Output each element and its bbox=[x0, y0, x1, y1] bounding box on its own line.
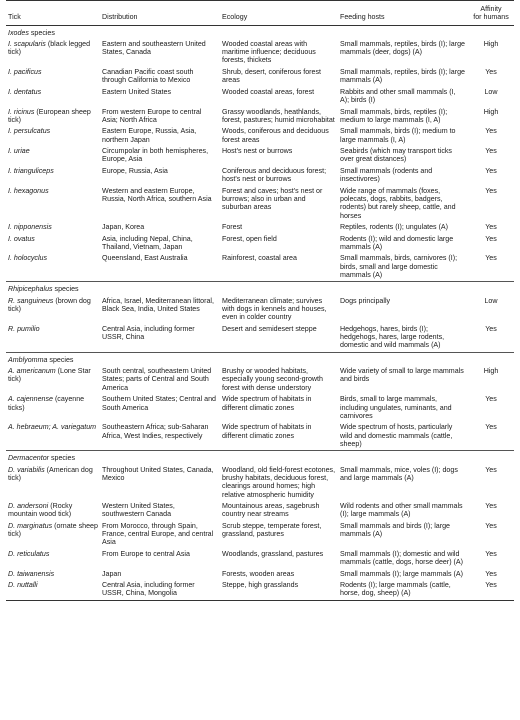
table-row bbox=[6, 366, 514, 394]
affinity-cell: Yes bbox=[485, 67, 497, 76]
table-row bbox=[6, 222, 514, 233]
affinity-cell: High bbox=[483, 39, 499, 48]
document-page bbox=[6, 0, 514, 601]
affinity-cell: Yes bbox=[485, 465, 497, 474]
table-body bbox=[6, 25, 514, 600]
species-name: I. uriae bbox=[8, 147, 30, 156]
hosts-cell: Small mammals, birds, carnivores (I); birds, small and large domestic mammals (A) bbox=[340, 254, 458, 279]
distribution-cell: Japan, Korea bbox=[102, 223, 145, 232]
table-row bbox=[6, 39, 514, 67]
table-row bbox=[6, 549, 514, 569]
species-name: R. sanguineus bbox=[8, 296, 54, 305]
tick-cell bbox=[6, 549, 100, 569]
tick-cell bbox=[6, 107, 100, 127]
ecology-cell: Coniferous and deciduous forest; host's nest or burrows bbox=[222, 166, 327, 184]
tick-cell bbox=[6, 422, 100, 451]
species-name: I. persulcatus bbox=[8, 127, 51, 136]
distribution-cell: Africa, Israel, Mediterranean littoral, Black Sea, India, United States bbox=[102, 296, 214, 313]
hosts-cell: Birds, small to large mammals, including ungulates, ruminants, and carnivores bbox=[340, 395, 452, 420]
ecology-cell: Wooded coastal areas, forest bbox=[222, 87, 315, 96]
species-name: A. americanum bbox=[8, 367, 56, 376]
affinity-cell: Yes bbox=[485, 223, 497, 232]
distribution-cell: Europe, Russia, Asia bbox=[102, 166, 168, 175]
affinity-cell: Yes bbox=[485, 324, 497, 333]
distribution-cell: Central Asia, including former USSR, China bbox=[102, 324, 195, 342]
hosts-cell: Small mammals (rodents and insectivores) bbox=[340, 166, 433, 184]
affinity-cell: Low bbox=[484, 87, 498, 96]
group-row-dermacentor bbox=[6, 451, 514, 465]
ecology-cell: Forests, wooden areas bbox=[222, 569, 295, 578]
hosts-cell: Small mammals, birds (I); medium to large mammals (I, A) bbox=[340, 127, 456, 144]
ecology-cell: Forest, open field bbox=[222, 234, 277, 243]
tick-cell bbox=[6, 324, 100, 353]
genus-suffix: species bbox=[49, 454, 76, 463]
tick-cell bbox=[6, 394, 100, 422]
species-name: I. holocyclus bbox=[8, 254, 48, 263]
species-name: I. nipponensis bbox=[8, 223, 52, 232]
affinity-cell: High bbox=[483, 367, 499, 376]
table-row bbox=[6, 234, 514, 254]
distribution-cell: Circumpolar in both hemispheres, Europe, Asia bbox=[102, 147, 209, 164]
table-row bbox=[6, 253, 514, 282]
species-name: A. cajennense bbox=[8, 395, 53, 404]
hosts-cell: Seabirds (which may transport ticks over great distances) bbox=[340, 147, 452, 164]
distribution-cell: Western and eastern Europe, Russia, North Africa, southern Asia bbox=[102, 186, 212, 203]
header-affinity-line: for humans bbox=[473, 13, 509, 22]
tick-cell bbox=[6, 465, 100, 501]
ecology-cell: Desert and semidesert steppe bbox=[222, 324, 317, 333]
distribution-cell: Eastern and southeastern United States, Canada bbox=[102, 39, 206, 57]
hosts-cell: Small mammals, reptiles, birds (I); large mammals (deer, dogs) (A) bbox=[340, 39, 465, 57]
table-row bbox=[6, 186, 514, 222]
tick-cell bbox=[6, 87, 100, 107]
tick-table bbox=[6, 0, 514, 601]
affinity-cell: Low bbox=[484, 296, 498, 305]
tick-cell bbox=[6, 67, 100, 87]
species-name: I. ovatus bbox=[8, 234, 35, 243]
hosts-cell: Small mammals, reptiles, birds (I); large mammals (A) bbox=[340, 67, 465, 85]
ecology-cell: Woods, coniferous and deciduous forest areas bbox=[222, 127, 329, 144]
distribution-cell: Western United States, southwestern Canada bbox=[102, 502, 175, 519]
common-name: (European sheep tick) bbox=[8, 107, 91, 124]
ecology-cell: Wooded coastal areas with maritime influence; deciduous forests, thickets bbox=[222, 39, 316, 65]
hosts-cell: Rodents (I); large mammals (cattle, horse, dog, sheep) (A) bbox=[338, 580, 468, 600]
header-affinity bbox=[468, 1, 514, 26]
group-label bbox=[6, 451, 514, 465]
affinity-cell: Yes bbox=[468, 580, 514, 600]
common-name: (cayenne ticks) bbox=[8, 395, 85, 412]
header-distribution: Distribution bbox=[100, 1, 220, 26]
hosts-cell: Rodents (I); wild and domestic large mammals (A) bbox=[340, 234, 454, 251]
table-row bbox=[6, 422, 514, 451]
group-label bbox=[6, 282, 514, 296]
ecology-cell: Grassy woodlands, heathlands, forest, pastures; humid microhabitat bbox=[222, 107, 335, 124]
table-row bbox=[6, 324, 514, 353]
ecology-cell: Shrub, desert, coniferous forest areas bbox=[222, 67, 321, 85]
header-row bbox=[6, 1, 514, 26]
hosts-cell: Rabbits and other small mammals (I, A); birds (I) bbox=[340, 87, 456, 105]
table-row bbox=[6, 67, 514, 87]
table-row bbox=[6, 465, 514, 501]
ecology-cell: Wide spectrum of habitats in different climatic zones bbox=[222, 423, 312, 440]
species-name: D. marginatus bbox=[8, 521, 53, 530]
tick-cell bbox=[6, 166, 100, 186]
ecology-cell: Host's nest or burrows bbox=[222, 147, 293, 156]
table-header bbox=[6, 1, 514, 26]
genus-name: Dermacentor bbox=[8, 454, 50, 463]
distribution-cell: From Morocco, through Spain, France, central Europe, and central Asia bbox=[102, 521, 214, 547]
table-row bbox=[6, 146, 514, 166]
header-feeding-hosts: Feeding hosts bbox=[338, 1, 468, 26]
distribution-cell: Throughout United States, Canada, Mexico bbox=[102, 465, 214, 482]
distribution-cell: Eastern Europe, Russia, Asia, northern Japan bbox=[102, 127, 197, 144]
distribution-cell: Southern United States; Central and South America bbox=[102, 395, 216, 412]
species-name: R. pumilio bbox=[8, 324, 40, 333]
genus-suffix: species bbox=[28, 28, 55, 37]
hosts-cell: Wild rodents and other small mammals (I); large mammals (A) bbox=[340, 502, 463, 519]
distribution-cell: Asia, including Nepal, China, Thailand, Vietnam, Japan bbox=[102, 234, 193, 251]
species-name: A. hebraeum; A. variegatum bbox=[8, 423, 97, 432]
ecology-cell: Woodland, old field-forest ecotones, brushy habitats, deciduous forest, clearings around homes; high relative atmospheric humidity bbox=[222, 465, 336, 499]
common-name: (black legged tick) bbox=[8, 39, 91, 57]
header-affinity-line: Affinity bbox=[480, 5, 502, 13]
tick-cell bbox=[6, 146, 100, 166]
hosts-cell: Reptiles, rodents (I); ungulates (A) bbox=[340, 223, 449, 232]
common-name: (American dog tick) bbox=[8, 465, 93, 482]
species-name: I. hexagonus bbox=[8, 186, 49, 195]
species-name: D. nuttalli bbox=[8, 581, 38, 590]
affinity-cell: Yes bbox=[485, 127, 497, 136]
affinity-cell: Yes bbox=[485, 186, 497, 195]
affinity-cell: Yes bbox=[485, 395, 497, 404]
tick-cell bbox=[6, 521, 100, 549]
hosts-cell: Wide range of mammals (foxes, polecats, dogs, rabbits, badgers, rodents) but rarely sheep, cattle, and horses bbox=[340, 186, 456, 220]
tick-cell bbox=[6, 253, 100, 282]
common-name: (Lone Star tick) bbox=[8, 367, 91, 384]
species-name: D. taiwanensis bbox=[8, 569, 55, 578]
genus-suffix: species bbox=[47, 355, 74, 364]
species-name: I. trianguliceps bbox=[8, 166, 54, 175]
table-row bbox=[6, 580, 514, 600]
affinity-cell: Yes bbox=[485, 569, 497, 578]
affinity-cell: Yes bbox=[485, 549, 497, 558]
affinity-cell: Yes bbox=[485, 502, 497, 511]
table-row bbox=[6, 501, 514, 521]
ecology-cell: Scrub steppe, temperate forest, grassland, pastures bbox=[222, 521, 322, 539]
species-name: D. andersoni bbox=[8, 502, 49, 511]
tick-cell bbox=[6, 39, 100, 67]
ecology-cell: Wide spectrum of habitats in different climatic zones bbox=[222, 395, 312, 412]
species-name: I. ricinus bbox=[8, 107, 35, 116]
ecology-cell: Rainforest, coastal area bbox=[222, 254, 297, 263]
affinity-cell: Yes bbox=[485, 166, 497, 175]
distribution-cell: Eastern United States bbox=[102, 87, 172, 96]
affinity-cell: Yes bbox=[485, 521, 497, 530]
distribution-cell: From western Europe to central Asia; North Africa bbox=[102, 107, 202, 124]
hosts-cell: Wide spectrum of hosts, particularly wild and domestic mammals (cattle, sheep) bbox=[340, 423, 453, 448]
species-name: I. dentatus bbox=[8, 87, 42, 96]
species-name: D. reticulatus bbox=[8, 549, 50, 558]
group-row-amblyomma bbox=[6, 352, 514, 366]
genus-name: Ixodes bbox=[8, 28, 29, 37]
hosts-cell: Small mammals (I); large mammals (A) bbox=[340, 569, 463, 578]
tick-cell bbox=[6, 569, 100, 580]
group-label bbox=[6, 25, 514, 39]
distribution-cell: Southeastern Africa; sub-Saharan Africa, West Indies, respectively bbox=[102, 423, 209, 440]
species-name: I. pacificus bbox=[8, 67, 42, 76]
tick-cell bbox=[6, 126, 100, 146]
table-row bbox=[6, 296, 514, 324]
common-name: (Rocky mountain wood tick) bbox=[8, 502, 73, 519]
tick-cell bbox=[6, 501, 100, 521]
table-row bbox=[6, 126, 514, 146]
table-row bbox=[6, 394, 514, 422]
ecology-cell: Mountainous areas, sagebrush country near streams bbox=[222, 502, 320, 519]
tick-cell bbox=[6, 296, 100, 324]
table-row bbox=[6, 521, 514, 549]
hosts-cell: Small mammals, birds, reptiles (I); medium to large mammals (I, A) bbox=[340, 107, 448, 124]
tick-cell bbox=[6, 366, 100, 394]
ecology-cell: Mediterranean climate; survives with dogs in kennels and houses, even in colder country bbox=[222, 296, 327, 322]
affinity-cell: Yes bbox=[485, 147, 497, 156]
hosts-cell: Small mammals (I); domestic and wild mammals (cattle, dogs, horse deer) (A) bbox=[340, 549, 463, 567]
table-row bbox=[6, 569, 514, 580]
tick-cell bbox=[6, 222, 100, 233]
hosts-cell: Dogs principally bbox=[340, 296, 391, 305]
genus-name: Amblyomma bbox=[8, 355, 48, 364]
distribution-cell: Japan bbox=[102, 569, 122, 578]
ecology-cell: Forest bbox=[222, 223, 243, 232]
affinity-cell: High bbox=[483, 107, 499, 116]
tick-cell bbox=[6, 580, 100, 600]
distribution-cell: South central, southeastern United States; parts of Central and South America bbox=[102, 367, 212, 392]
common-name: (brown dog tick) bbox=[8, 296, 91, 313]
hosts-cell: Hedgehogs, hares, birds (I); hedgehogs, hares, large rodents, domestic and wild mammals (A) bbox=[340, 324, 445, 350]
tick-cell bbox=[6, 186, 100, 222]
table-row bbox=[6, 166, 514, 186]
genus-suffix: species bbox=[52, 285, 79, 294]
hosts-cell: Small mammals and birds (I); large mammals (A) bbox=[340, 521, 450, 539]
genus-name: Rhipicephalus bbox=[8, 285, 53, 294]
tick-cell bbox=[6, 234, 100, 254]
group-label bbox=[6, 352, 514, 366]
hosts-cell: Wide variety of small to large mammals and birds bbox=[340, 367, 464, 384]
table-row bbox=[6, 87, 514, 107]
ecology-cell: Forest and caves; host's nest or burrows; also in urban and suburban areas bbox=[222, 186, 323, 212]
ecology-cell: Brushy or wooded habitats, especially young second-growth forest with dense understory bbox=[222, 367, 323, 392]
distribution-cell: Central Asia, including former USSR, China, Mongolia bbox=[100, 580, 220, 600]
ecology-cell: Steppe, high grasslands bbox=[220, 580, 338, 600]
affinity-cell: Yes bbox=[485, 254, 497, 263]
common-name: (ornate sheep tick) bbox=[8, 521, 98, 539]
affinity-cell: Yes bbox=[485, 234, 497, 243]
species-name: I. scapularis bbox=[8, 39, 46, 48]
distribution-cell: Queensland, East Australia bbox=[102, 254, 188, 263]
hosts-cell: Small mammals, mice, voles (I); dogs and large mammals (A) bbox=[340, 465, 458, 482]
group-row-ixodes bbox=[6, 25, 514, 39]
table-row bbox=[6, 107, 514, 127]
distribution-cell: Canadian Pacific coast south through California to Mexico bbox=[102, 67, 194, 85]
ecology-cell: Woodlands, grassland, pastures bbox=[222, 549, 324, 558]
header-tick: Tick bbox=[6, 1, 100, 26]
species-name: D. variabilis bbox=[8, 465, 45, 474]
affinity-cell: Yes bbox=[485, 423, 497, 432]
distribution-cell: From Europe to central Asia bbox=[102, 549, 190, 558]
header-ecology: Ecology bbox=[220, 1, 338, 26]
group-row-rhipicephalus bbox=[6, 282, 514, 296]
